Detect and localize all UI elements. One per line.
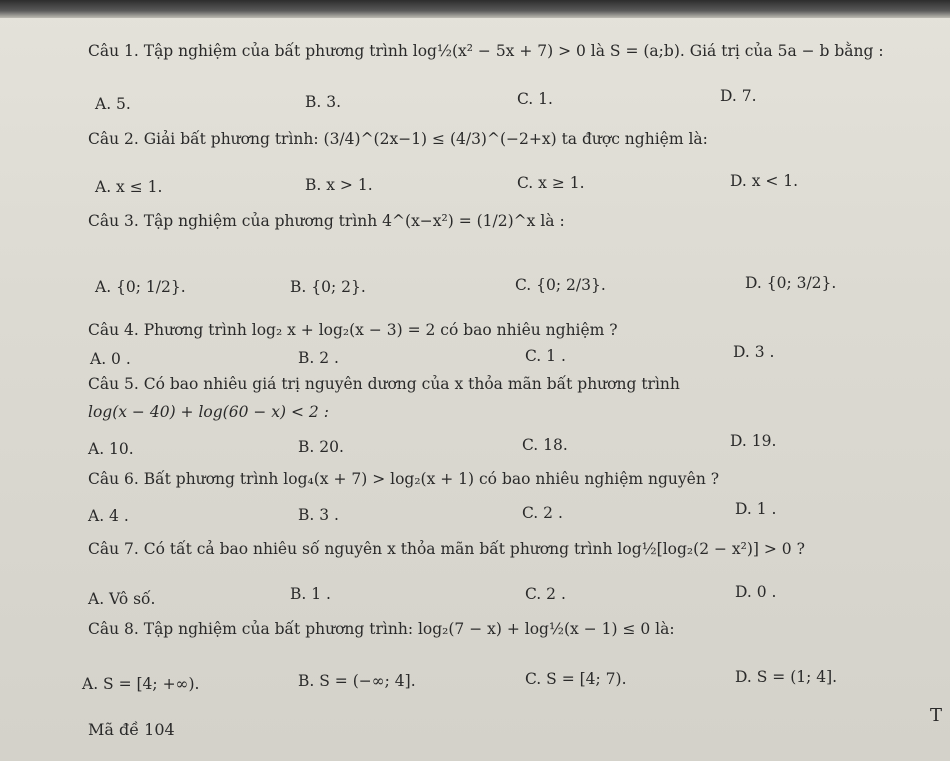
q8-option-b: B. S = (−∞; 4]. [298,672,416,690]
q2-option-d: D. x < 1. [730,172,799,190]
question-8-stem: Câu 8. Tập nghiệm của bất phương trình: log₂(7 − x) + log½(x − 1) ≤ 0 là: [88,620,675,638]
q8-option-d: D. S = (1; 4]. [735,668,838,686]
q3-option-a: A. {0; 1/2}. [95,278,186,296]
q6-option-d: D. 1 . [735,500,777,518]
question-5-inequality: log(x − 40) + log(60 − x) < 2 : [88,403,329,421]
question-2-stem: Câu 2. Giải bất phương trình: (3/4)^(2x−1) ≤ (4/3)^(−2+x) ta được nghiệm là: [88,130,708,148]
q6-option-a: A. 4 . [88,507,129,525]
q6-option-b: B. 3 . [298,506,339,524]
q4-option-b: B. 2 . [298,349,339,367]
q4-option-d: D. 3 . [733,343,775,361]
q7-option-c: C. 2 . [525,585,566,603]
q7-option-d: D. 0 . [735,583,777,601]
q2-option-c: C. x ≥ 1. [517,174,585,192]
q2-option-b: B. x > 1. [305,176,373,194]
question-4-stem: Câu 4. Phương trình log₂ x + log₂(x − 3) = 2 có bao nhiêu nghiệm ? [88,321,618,339]
exam-code: Mã đề 104 [88,720,175,739]
q4-option-c: C. 1 . [525,347,566,365]
page-mark: T [929,705,942,726]
q2-option-a: A. x ≤ 1. [95,178,163,196]
q3-option-d: D. {0; 3/2}. [745,274,837,292]
q7-option-b: B. 1 . [290,585,331,603]
q1-option-c: C. 1. [517,90,553,108]
q6-option-c: C. 2 . [522,504,563,522]
q1-option-d: D. 7. [720,87,757,105]
q5-option-c: C. 18. [522,436,568,454]
question-5-stem: Câu 5. Có bao nhiêu giá trị nguyên dương của x thỏa mãn bất phương trình [88,375,680,393]
q3-option-c: C. {0; 2/3}. [515,276,606,294]
question-7-stem: Câu 7. Có tất cả bao nhiêu số nguyên x thỏa mãn bất phương trình log½[log₂(2 − x²)] > 0 ? [88,540,805,558]
q4-option-a: A. 0 . [90,350,131,368]
q1-option-a: A. 5. [95,95,131,113]
q5-option-a: A. 10. [88,440,134,458]
question-1-stem: Câu 1. Tập nghiệm của bất phương trình log½(x² − 5x + 7) > 0 là S = (a;b). Giá trị của 5a − b bằng : [88,42,884,60]
q1-option-b: B. 3. [305,93,342,111]
question-6-stem: Câu 6. Bất phương trình log₄(x + 7) > log₂(x + 1) có bao nhiêu nghiệm nguyên ? [88,470,720,488]
q3-option-b: B. {0; 2}. [290,278,366,296]
q5-option-b: B. 20. [298,438,344,456]
top-edge [0,0,950,18]
q8-option-a: A. S = [4; +∞). [82,675,200,693]
question-3-stem: Câu 3. Tập nghiệm của phương trình 4^(x−x²) = (1/2)^x là : [88,212,565,230]
q5-option-d: D. 19. [730,432,777,450]
q8-option-c: C. S = [4; 7). [525,670,627,688]
q7-option-a: A. Vô số. [88,590,156,608]
